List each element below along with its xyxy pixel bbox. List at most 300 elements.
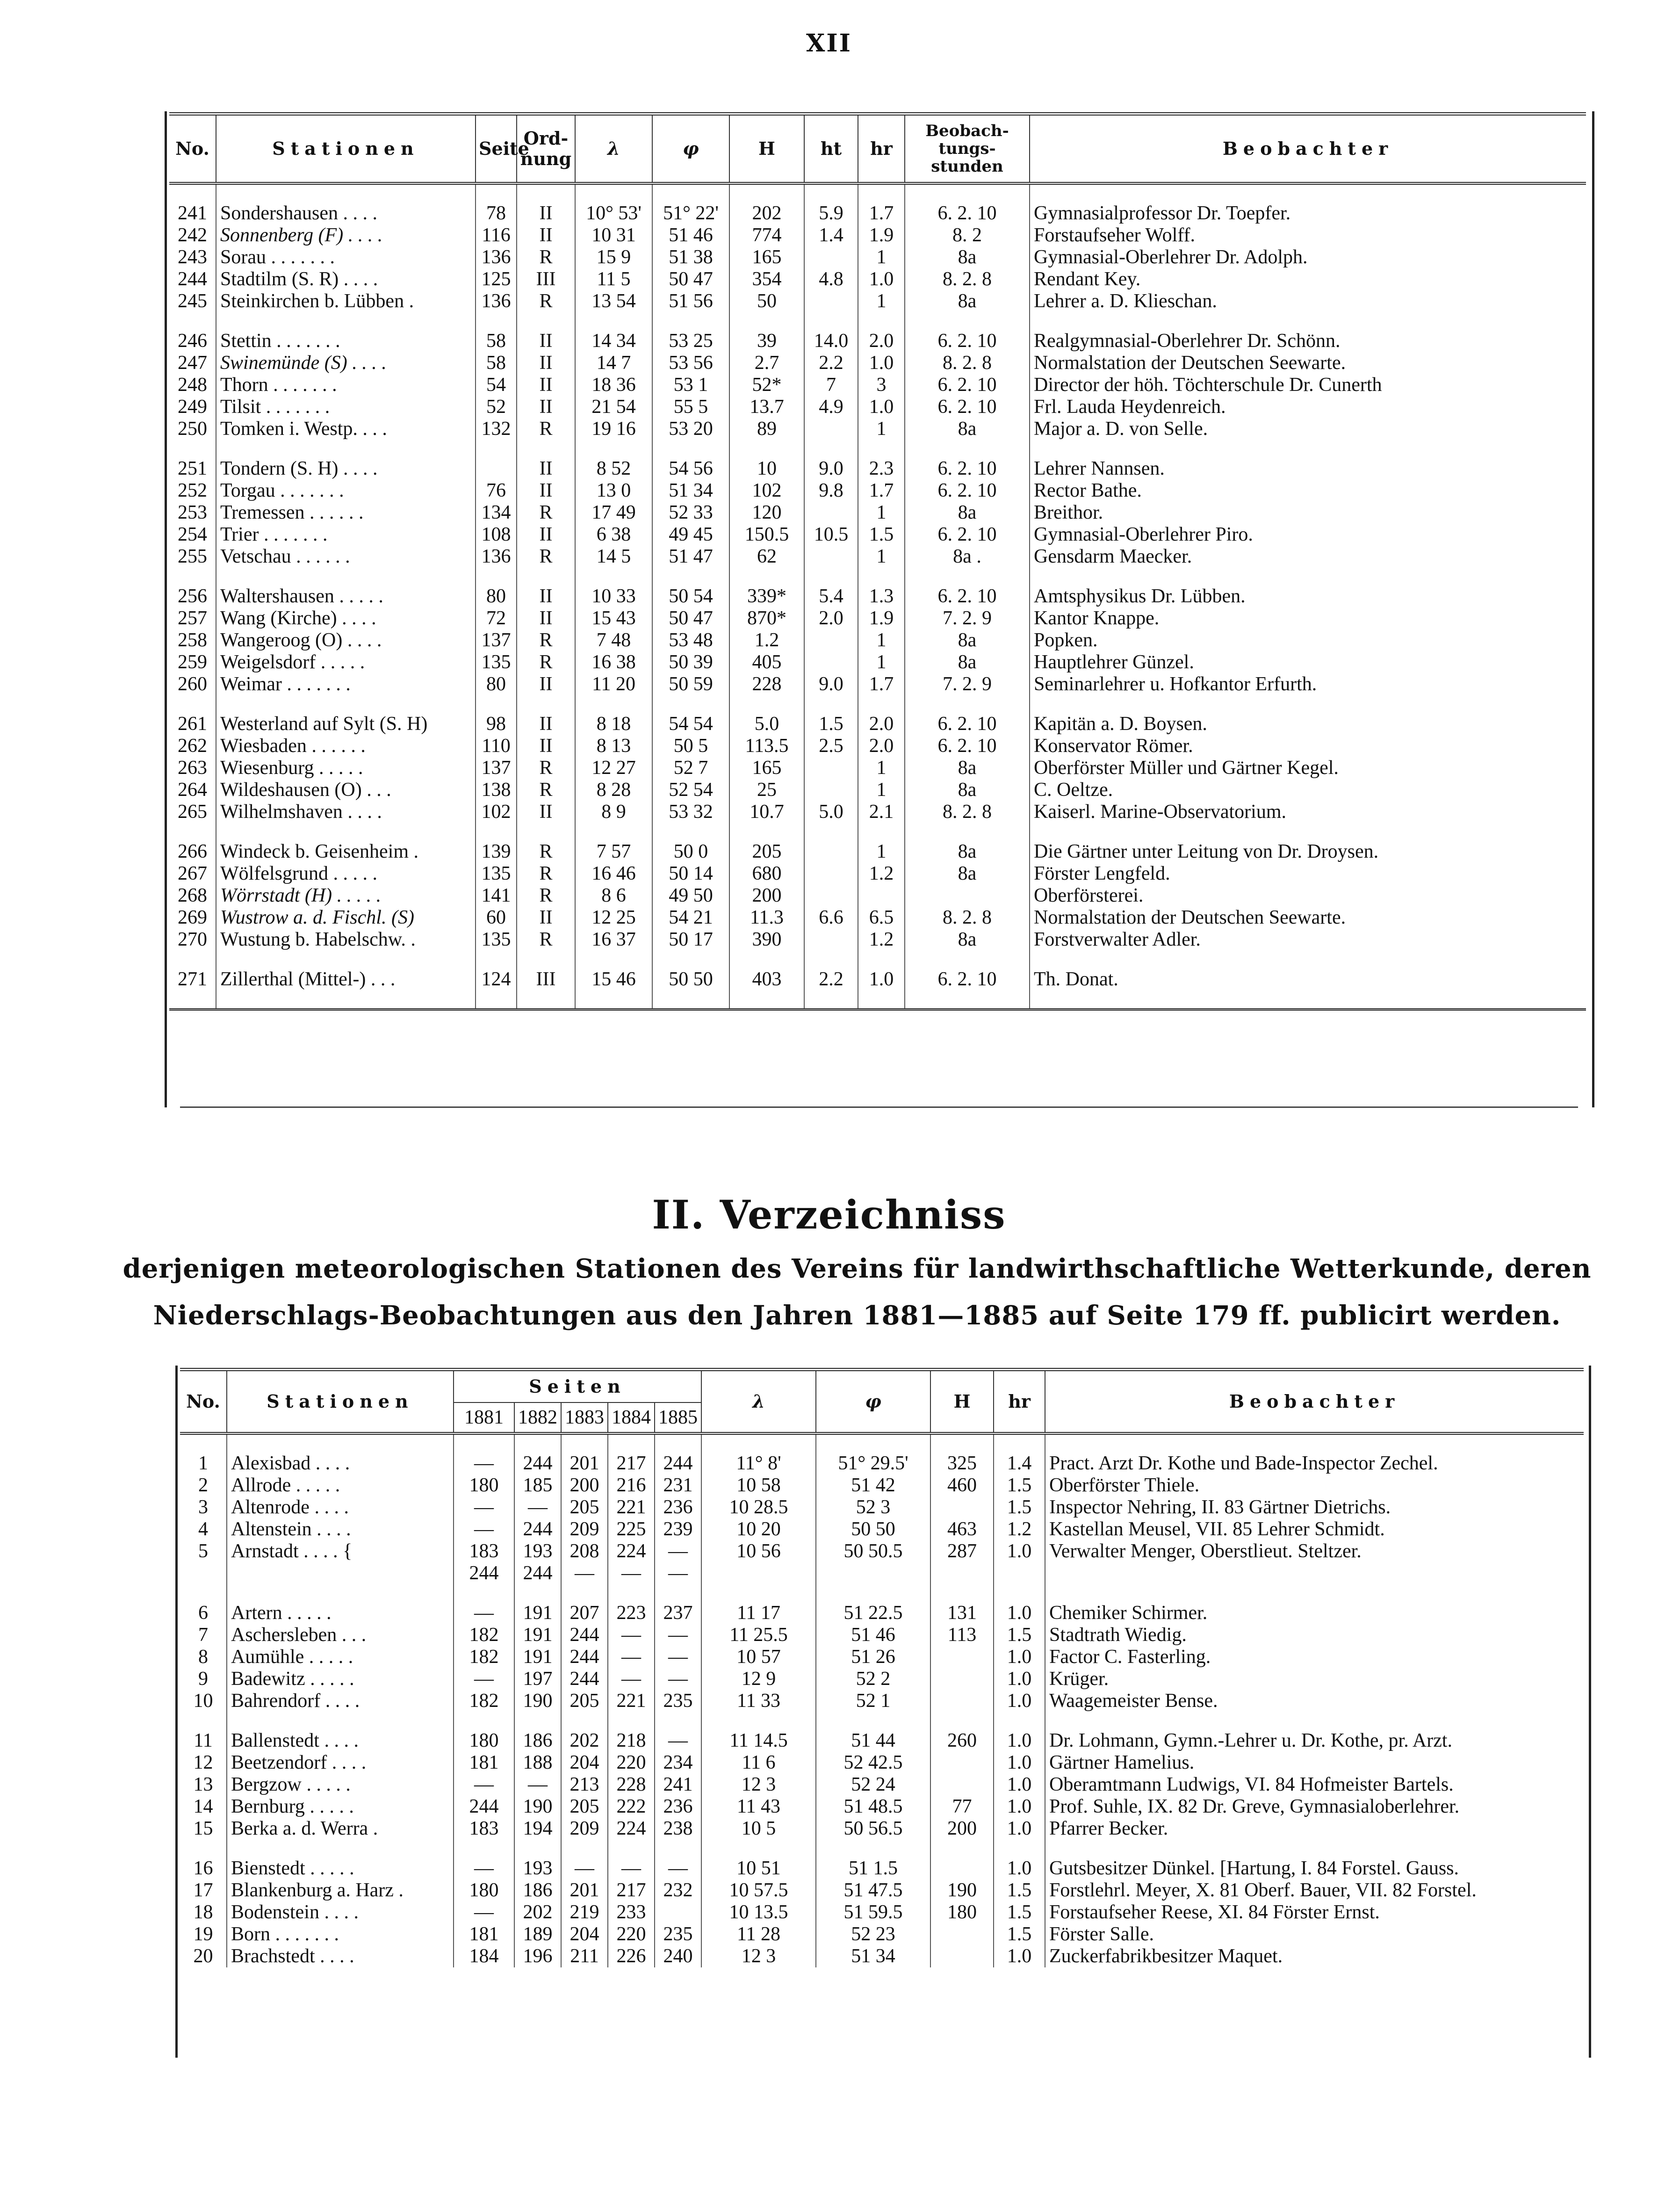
station-lambda: 12 3 [701, 1774, 816, 1796]
spacer-cell [804, 183, 858, 202]
spacer-cell [514, 1433, 561, 1453]
station-stunden: 6. 2. 10 [905, 969, 1030, 990]
spacer-cell [905, 823, 1030, 841]
spacer-cell [227, 1433, 454, 1453]
station-no [180, 1562, 227, 1584]
spacer-cell [1030, 183, 1586, 202]
station-hr: 1.5 [994, 1496, 1045, 1518]
spacer-cell [180, 1433, 227, 1453]
station-seite: 72 [476, 607, 517, 629]
col-ordnung: Ord- nung [517, 114, 575, 183]
station-phi: 51 42 [816, 1475, 930, 1496]
station-page-1883: 204 [561, 1923, 608, 1945]
spacer-cell [216, 440, 476, 458]
station-no: 241 [169, 202, 216, 224]
station-beobachter: Oberförsterei. [1034, 884, 1144, 906]
station-h [930, 1752, 994, 1774]
spacer-cell [227, 1840, 454, 1858]
station-no: 268 [169, 885, 216, 907]
spacer-cell [180, 1584, 227, 1602]
station-no: 242 [169, 224, 216, 246]
station-no: 249 [169, 396, 216, 418]
station-page-1885: 244 [655, 1453, 701, 1475]
station-no: 8 [180, 1646, 227, 1668]
station-page-1882: 196 [514, 1945, 561, 1967]
spacer-cell [608, 1584, 655, 1602]
table-row [180, 1518, 1584, 1540]
station-h: 190 [930, 1879, 994, 1901]
spacer-cell [994, 1840, 1045, 1858]
station-phi: 52 33 [652, 502, 729, 524]
col2-hr: hr [994, 1370, 1045, 1433]
station-h: 205 [729, 841, 804, 863]
station-page-1885: 240 [655, 1945, 701, 1967]
station-h: 339* [729, 586, 804, 607]
station-lambda: 8 6 [575, 885, 652, 907]
station-lambda: 14 34 [575, 330, 652, 352]
station-ht [804, 502, 858, 524]
station-h [930, 1562, 994, 1584]
station-page-1882: 185 [514, 1475, 561, 1496]
station-seite: 135 [476, 929, 517, 951]
station-lambda: 16 37 [575, 929, 652, 951]
station-lambda: 14 7 [575, 352, 652, 374]
spacer-cell [729, 440, 804, 458]
table-row [169, 458, 1586, 480]
spacer-cell [729, 951, 804, 969]
station-phi: 52 54 [652, 779, 729, 801]
station-phi: 51 47 [652, 546, 729, 568]
station-ordnung: R [517, 929, 575, 951]
station-lambda: 8 18 [575, 713, 652, 735]
station-lambda: 14 5 [575, 546, 652, 568]
station-phi: 52 1 [816, 1690, 930, 1712]
station-page-1882: 197 [514, 1668, 561, 1690]
station-page-1885: 238 [655, 1818, 701, 1840]
spacer-cell [816, 1840, 930, 1858]
station-h: 52* [729, 374, 804, 396]
spacer-cell [701, 1840, 816, 1858]
station-lambda: 10 51 [701, 1858, 816, 1879]
spacer-cell [575, 440, 652, 458]
station-hr: 2.0 [858, 735, 905, 757]
station-hr: 1 [858, 651, 905, 673]
station-no: 257 [169, 607, 216, 629]
precipitation-stations-table [180, 1368, 1584, 1967]
spacer-cell [517, 990, 575, 1010]
station-hr: 1.4 [994, 1453, 1045, 1475]
spacer-cell [169, 695, 216, 713]
station-phi: 54 54 [652, 713, 729, 735]
station-name: Tilsit . . . . . . . [216, 396, 476, 418]
station-stunden: 6. 2. 10 [905, 396, 1030, 418]
station-lambda: 13 54 [575, 290, 652, 312]
station-beobachter: Gymnasialprofessor Dr. Toepfer. [1034, 202, 1291, 224]
station-hr: 1 [858, 502, 905, 524]
station-seite: 136 [476, 246, 517, 268]
group-spacer [169, 183, 1586, 202]
station-h: 150.5 [729, 524, 804, 546]
table-row [169, 224, 1586, 246]
spacer-cell [575, 183, 652, 202]
col-stationen: Stationen [216, 114, 476, 183]
station-stunden: 8a [905, 290, 1030, 312]
table-row [169, 268, 1586, 290]
station-beobachter: Forstaufseher Wolff. [1034, 224, 1196, 246]
station-h: 774 [729, 224, 804, 246]
table-row [180, 1730, 1584, 1752]
station-hr: 1.0 [994, 1818, 1045, 1840]
spacer-cell [1030, 312, 1586, 330]
station-stunden: 6. 2. 10 [905, 458, 1030, 480]
station-page-1883: 205 [561, 1496, 608, 1518]
station-h: 200 [930, 1818, 994, 1840]
col2-beobachter: Beobachter [1045, 1370, 1584, 1433]
station-page-1882: — [514, 1774, 561, 1796]
table-row [169, 502, 1586, 524]
group-spacer [169, 823, 1586, 841]
station-lambda: 7 48 [575, 629, 652, 651]
station-seite: 110 [476, 735, 517, 757]
station-phi: 53 1 [652, 374, 729, 396]
station-page-1883: 204 [561, 1752, 608, 1774]
station-ht: 10.5 [804, 524, 858, 546]
station-beobachter: Breithor. [1034, 501, 1103, 523]
station-page-1883: 208 [561, 1540, 608, 1562]
station-stunden: 8a [905, 757, 1030, 779]
table-row [169, 673, 1586, 695]
station-phi: 52 2 [816, 1668, 930, 1690]
station-name: Wangeroog (O) . . . . [216, 629, 476, 651]
table-row [180, 1796, 1584, 1818]
station-page-1881: 184 [454, 1945, 514, 1967]
station-beobachter: Kastellan Meusel, VII. 85 Lehrer Schmidt. [1049, 1518, 1385, 1540]
station-ht [804, 757, 858, 779]
station-page-1882: 191 [514, 1646, 561, 1668]
station-no: 245 [169, 290, 216, 312]
station-no: 2 [180, 1475, 227, 1496]
station-ordnung: R [517, 246, 575, 268]
spacer-cell [816, 1584, 930, 1602]
station-lambda: 11 5 [575, 268, 652, 290]
station-page-1884: 224 [608, 1540, 655, 1562]
table-row [169, 546, 1586, 568]
station-phi: 50 50 [652, 969, 729, 990]
station-lambda: 10 5 [701, 1818, 816, 1840]
table-row [180, 1496, 1584, 1518]
station-name: Wölfelsgrund . . . . . [216, 863, 476, 885]
station-hr: 1.7 [858, 673, 905, 695]
station-seite: 132 [476, 418, 517, 440]
station-beobachter: Normalstation der Deutschen Seewarte. [1034, 352, 1346, 374]
col2-year-1884: 1884 [608, 1402, 655, 1433]
table-row [169, 202, 1586, 224]
station-phi: 49 50 [652, 885, 729, 907]
station-ordnung: R [517, 651, 575, 673]
table-row [169, 290, 1586, 312]
spacer-cell [1030, 951, 1586, 969]
station-no: 251 [169, 458, 216, 480]
station-beobachter: Lehrer a. D. Klieschan. [1034, 290, 1217, 312]
station-beobachter: Stadtrath Wiedig. [1049, 1624, 1187, 1646]
station-page-1881: — [454, 1858, 514, 1879]
station-phi: 50 14 [652, 863, 729, 885]
station-seite: 80 [476, 586, 517, 607]
spacer-cell [216, 990, 476, 1010]
station-ht: 14.0 [804, 330, 858, 352]
station-name [227, 1562, 454, 1584]
station-name: Wilhelmshaven . . . . [216, 801, 476, 823]
spacer-cell [517, 823, 575, 841]
table-row [180, 1562, 1584, 1584]
station-h [930, 1668, 994, 1690]
station-name: Blankenburg a. Harz . [227, 1879, 454, 1901]
station-h: 25 [729, 779, 804, 801]
spacer-cell [816, 1433, 930, 1453]
station-page-1882: 244 [514, 1562, 561, 1584]
station-lambda: 13 0 [575, 480, 652, 502]
station-h: 89 [729, 418, 804, 440]
station-no: 17 [180, 1879, 227, 1901]
station-name: Berka a. d. Werra . [227, 1818, 454, 1840]
spacer-cell [561, 1433, 608, 1453]
station-no: 12 [180, 1752, 227, 1774]
station-phi: 53 56 [652, 352, 729, 374]
spacer-cell [454, 1840, 514, 1858]
spacer-cell [858, 568, 905, 586]
station-page-1881: — [454, 1518, 514, 1540]
table-row [180, 1879, 1584, 1901]
station-lambda: 10 56 [701, 1540, 816, 1562]
table-row [169, 629, 1586, 651]
station-stunden: 8. 2. 8 [905, 907, 1030, 929]
station-page-1882: — [514, 1496, 561, 1518]
spacer-cell [608, 1712, 655, 1730]
station-beobachter: Dr. Lohmann, Gymn.-Lehrer u. Dr. Kothe, pr. Arzt. [1049, 1729, 1452, 1751]
station-lambda: 10 57.5 [701, 1879, 816, 1901]
table-row [169, 863, 1586, 885]
station-h: 10 [729, 458, 804, 480]
station-page-1883: — [561, 1562, 608, 1584]
station-hr: 1 [858, 546, 905, 568]
station-name: Wustrow a. d. Fischl. (S) [216, 907, 476, 929]
station-page-1884: 221 [608, 1690, 655, 1712]
station-page-1885: 236 [655, 1496, 701, 1518]
spacer-cell [858, 183, 905, 202]
station-phi: 52 3 [816, 1496, 930, 1518]
station-no: 256 [169, 586, 216, 607]
stations-table-body [169, 183, 1586, 1010]
station-stunden: 8. 2. 8 [905, 801, 1030, 823]
station-h [930, 1945, 994, 1967]
station-h: 405 [729, 651, 804, 673]
station-page-1883: 201 [561, 1453, 608, 1475]
station-no: 262 [169, 735, 216, 757]
station-page-1884: — [608, 1562, 655, 1584]
station-hr: 1 [858, 779, 905, 801]
group-spacer [180, 1433, 1584, 1453]
station-page-1881: — [454, 1602, 514, 1624]
station-beobachter: Lehrer Nannsen. [1034, 457, 1165, 479]
table-row [169, 969, 1586, 990]
station-beobachter: Kaiserl. Marine-Observatorium. [1034, 801, 1286, 823]
station-beobachter: Kapitän a. D. Boysen. [1034, 713, 1207, 735]
station-ht: 1.5 [804, 713, 858, 735]
station-seite [476, 458, 517, 480]
station-page-1881: 182 [454, 1690, 514, 1712]
station-phi: 51 48.5 [816, 1796, 930, 1818]
station-hr: 1.0 [994, 1945, 1045, 1967]
station-lambda: 10 31 [575, 224, 652, 246]
spacer-cell [216, 312, 476, 330]
station-no: 5 [180, 1540, 227, 1562]
spacer-cell [476, 695, 517, 713]
station-page-1881: 180 [454, 1879, 514, 1901]
spacer-cell [905, 951, 1030, 969]
table-row [169, 396, 1586, 418]
station-name: Steinkirchen b. Lübben . [216, 290, 476, 312]
station-page-1884: 220 [608, 1923, 655, 1945]
spacer-cell [1045, 1840, 1584, 1858]
station-seite: 135 [476, 651, 517, 673]
spacer-cell [216, 695, 476, 713]
col-no: No. [169, 114, 216, 183]
station-lambda: 12 9 [701, 1668, 816, 1690]
station-page-1881: — [454, 1774, 514, 1796]
station-lambda: 8 13 [575, 735, 652, 757]
station-page-1884: — [608, 1624, 655, 1646]
station-stunden: 8a [905, 841, 1030, 863]
spacer-cell [652, 568, 729, 586]
station-beobachter: Forstverwalter Adler. [1034, 928, 1201, 950]
col2-year-1881: 1881 [454, 1402, 514, 1433]
station-hr: 1.5 [858, 524, 905, 546]
table-row [180, 1752, 1584, 1774]
spacer-cell [905, 440, 1030, 458]
station-lambda: 10 20 [701, 1518, 816, 1540]
col2-no: No. [180, 1370, 227, 1433]
station-hr: 1 [858, 629, 905, 651]
station-beobachter: Inspector Nehring, II. 83 Gärtner Dietrichs. [1049, 1496, 1391, 1518]
station-beobachter: Förster Salle. [1049, 1923, 1154, 1945]
station-phi: 55 5 [652, 396, 729, 418]
station-page-1885: — [655, 1668, 701, 1690]
station-ordnung: II [517, 480, 575, 502]
station-h: 463 [930, 1518, 994, 1540]
page-number: XII [806, 29, 852, 58]
col-seite: Seite [476, 114, 517, 183]
station-phi: 51 44 [816, 1730, 930, 1752]
spacer-cell [476, 951, 517, 969]
station-hr: 1.5 [994, 1475, 1045, 1496]
station-name: Westerland auf Sylt (S. H) [216, 713, 476, 735]
spacer-cell [216, 183, 476, 202]
table-row [180, 1540, 1584, 1562]
station-hr: 1.9 [858, 607, 905, 629]
station-page-1885: 232 [655, 1879, 701, 1901]
station-lambda [701, 1562, 816, 1584]
spacer-cell [930, 1840, 994, 1858]
station-stunden: 8. 2. 8 [905, 352, 1030, 374]
table-row [169, 374, 1586, 396]
station-hr: 2.0 [858, 713, 905, 735]
station-beobachter: Seminarlehrer u. Hofkantor Erfurth. [1034, 673, 1317, 695]
station-seite: 78 [476, 202, 517, 224]
station-beobachter: Waagemeister Bense. [1049, 1690, 1218, 1712]
station-phi: 50 47 [652, 268, 729, 290]
station-h: 113 [930, 1624, 994, 1646]
spacer-cell [905, 312, 1030, 330]
table-row [169, 929, 1586, 951]
station-ordnung: III [517, 969, 575, 990]
station-name: Sondershausen . . . . [216, 202, 476, 224]
spacer-cell [804, 823, 858, 841]
station-seite: 60 [476, 907, 517, 929]
station-beobachter: Kantor Knappe. [1034, 607, 1160, 629]
spacer-cell [514, 1840, 561, 1858]
station-no: 253 [169, 502, 216, 524]
station-hr: 1.5 [994, 1879, 1045, 1901]
station-beobachter: C. Oeltze. [1034, 779, 1113, 801]
station-phi: 51 34 [816, 1945, 930, 1967]
station-page-1881: — [454, 1901, 514, 1923]
station-ht [804, 290, 858, 312]
station-lambda: 15 9 [575, 246, 652, 268]
station-page-1884: 233 [608, 1901, 655, 1923]
station-hr: 1.3 [858, 586, 905, 607]
station-page-1883: 244 [561, 1646, 608, 1668]
station-h: 390 [729, 929, 804, 951]
station-page-1883: 219 [561, 1901, 608, 1923]
spacer-cell [169, 183, 216, 202]
station-beobachter: Th. Donat. [1034, 968, 1118, 990]
station-hr [858, 885, 905, 907]
station-no: 264 [169, 779, 216, 801]
spacer-cell [608, 1433, 655, 1453]
spacer-cell [517, 312, 575, 330]
station-beobachter: Forstlehrl. Meyer, X. 81 Oberf. Bauer, VII. 82 Forstel. [1049, 1879, 1477, 1901]
col2-year-1882: 1882 [514, 1402, 561, 1433]
station-hr: 1.0 [858, 268, 905, 290]
spacer-cell [575, 951, 652, 969]
table-row [169, 480, 1586, 502]
station-hr: 1 [858, 841, 905, 863]
station-beobachter: Forstaufseher Reese, XI. 84 Förster Ernst. [1049, 1901, 1380, 1923]
station-hr [994, 1562, 1045, 1584]
station-stunden: 8a [905, 863, 1030, 885]
table-row [169, 735, 1586, 757]
station-hr: 1.2 [858, 929, 905, 951]
station-ordnung: R [517, 885, 575, 907]
station-beobachter: Frl. Lauda Heydenreich. [1034, 396, 1226, 418]
station-seite: 58 [476, 352, 517, 374]
station-lambda: 11 17 [701, 1602, 816, 1624]
station-no: 18 [180, 1901, 227, 1923]
spacer-cell [729, 312, 804, 330]
station-phi: 50 0 [652, 841, 729, 863]
station-no: 243 [169, 246, 216, 268]
station-h: 403 [729, 969, 804, 990]
station-page-1882: 194 [514, 1818, 561, 1840]
spacer-cell [858, 951, 905, 969]
spacer-cell [561, 1840, 608, 1858]
station-beobachter: Krüger. [1049, 1668, 1109, 1690]
spacer-cell [655, 1584, 701, 1602]
station-h: 1.2 [729, 629, 804, 651]
station-beobachter: Chemiker Schirmer. [1049, 1602, 1208, 1624]
station-phi: 51° 22' [652, 202, 729, 224]
station-lambda: 12 3 [701, 1945, 816, 1967]
